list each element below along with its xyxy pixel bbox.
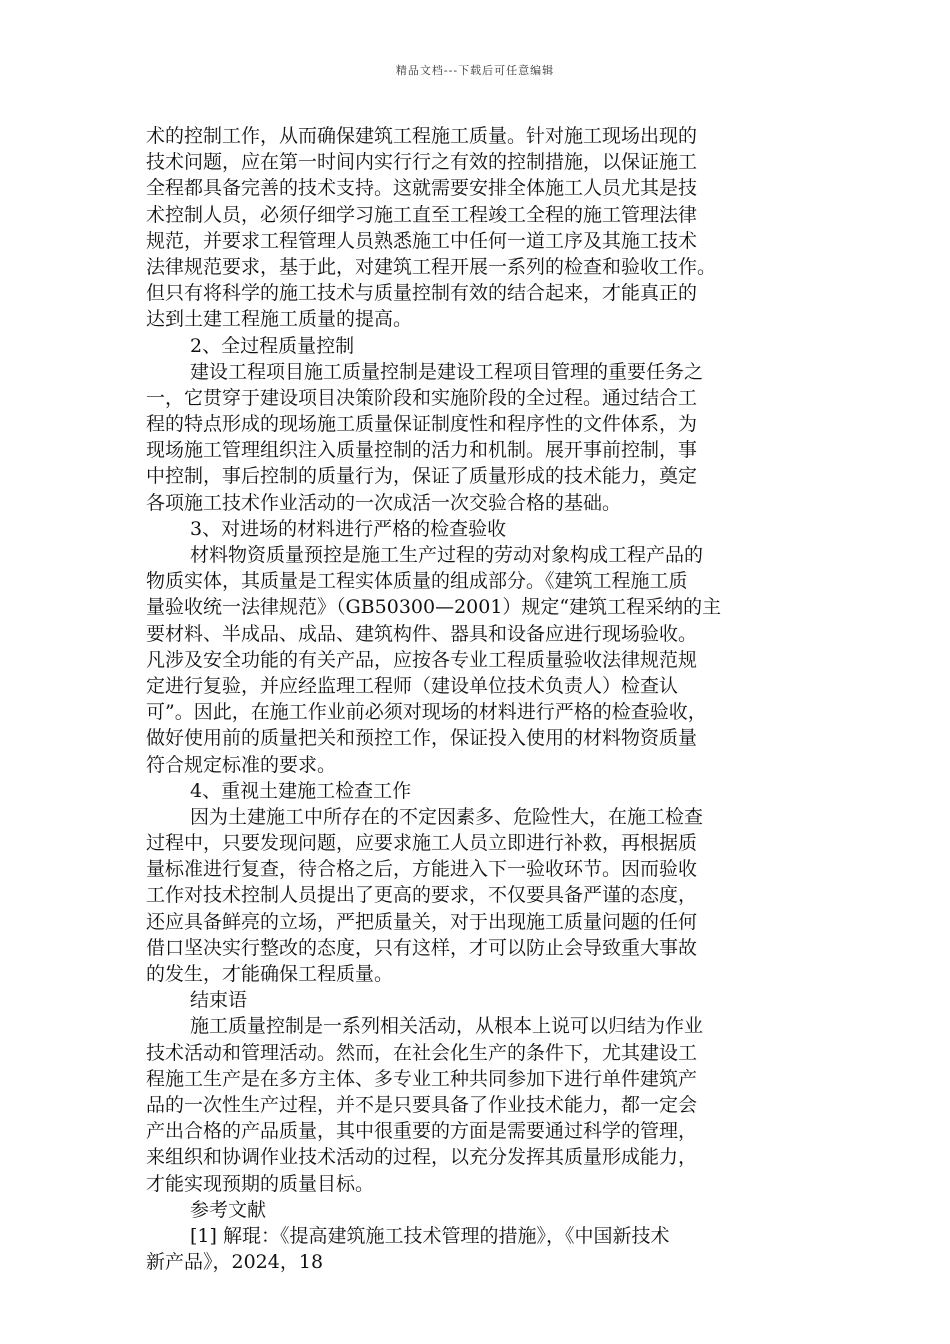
text-line: 程的特点形成的现场施工质量保证制度性和程序性的文件体系，为 — [146, 413, 698, 436]
text-line: 因为土建施工中所存在的不定因素多、危险性大，在施工检查 — [190, 805, 704, 828]
text-line: 达到土建工程施工质量的提高。 — [146, 308, 413, 331]
text-line: 一，它贯穿于建设项目决策阶段和实施阶段的全过程。通过结合工 — [146, 386, 698, 409]
text-line: 术控制人员，必须仔细学习施工直至工程竣工全程的施工管理法律 — [146, 203, 698, 226]
text-line: 但只有将科学的施工技术与质量控制有效的结合起来，才能真正的 — [146, 282, 698, 305]
text-line: 定进行复验，并应经监理工程师（建设单位技术负责人）检查认 — [146, 674, 679, 697]
text-line: 凡涉及安全功能的有关产品，应按各专业工程质量验收法律规范规 — [146, 648, 698, 671]
text-line: 法律规范要求，基于此，对建筑工程开展一系列的检查和验收工作。 — [146, 255, 717, 278]
text-line: 可”。因此，在施工作业前必须对现场的材料进行严格的检查验收， — [146, 701, 707, 724]
text-line: 中控制，事后控制的质量行为，保证了质量形成的技术能力，奠定 — [146, 465, 698, 488]
text-line: 术的控制工作，从而确保建筑工程施工质量。针对施工现场出现的 — [146, 125, 698, 147]
text-line: 的发生，才能确保工程质量。 — [146, 963, 394, 985]
text-line: 材料物资质量预控是施工生产过程的劳动对象构成工程产品的 — [190, 544, 704, 566]
text-line: 还应具备鲜亮的立场，严把质量关，对于出现施工质量问题的任何 — [146, 910, 698, 933]
text-line: 2、全过程质量控制 — [190, 334, 355, 357]
text-line: 施工质量控制是一系列相关活动，从根本上说可以归结为作业 — [190, 1015, 704, 1038]
text-line: 来组织和协调作业技术活动的过程，以充分发挥其质量形成能力， — [146, 1146, 698, 1169]
text-line: 做好使用前的质量把关和预控工作，保证投入使用的材料物资质量 — [146, 727, 698, 750]
text-line: 程施工生产是在多方主体、多专业工种共同参加下进行单件建筑产 — [146, 1067, 698, 1090]
text-line: 符合规定标准的要求。 — [146, 753, 337, 776]
text-line: 参考文献 — [190, 1198, 267, 1221]
text-line: 全程都具备完善的技术支持。这就需要安排全体施工人员尤其是技 — [146, 177, 698, 200]
text-line: 产出合格的产品质量，其中很重要的方面是需要通过科学的管理， — [146, 1120, 698, 1143]
text-line: 建设工程项目施工质量控制是建设工程项目管理的重要任务之 — [190, 360, 704, 383]
text-line: 品的一次性生产过程，并不是只要具备了作业技术能力，都一定会 — [146, 1093, 698, 1116]
text-line: 各项施工技术作业活动的一次成活一次交验合格的基础。 — [146, 491, 622, 514]
text-line: 过程中，只要发现问题，应要求施工人员立即进行补救，再根据质 — [146, 832, 698, 855]
text-line: 技术活动和管理活动。然而，在社会化生产的条件下，尤其建设工 — [146, 1041, 698, 1064]
text-line: 4、重视土建施工检查工作 — [190, 779, 412, 802]
text-line: 结束语 — [190, 989, 248, 1012]
text-line: 借口坚决实行整改的态度，只有这样，才可以防止会导致重大事故 — [146, 936, 698, 959]
page-header: 精品文档---下载后可任意编辑 — [395, 64, 555, 77]
document-body — [146, 123, 796, 1275]
text-line: 要材料、半成品、成品、建筑构件、器具和设备应进行现场验收。 — [146, 622, 698, 645]
text-line: 量标准进行复查，待合格之后，方能进入下一验收环节。因而验收 — [146, 858, 698, 881]
text-line: 技术问题，应在第一时间内实行行之有效的控制措施，以保证施工 — [146, 151, 698, 174]
text-line: 才能实现预期的质量目标。 — [146, 1172, 375, 1195]
text-line: 量验收统一法律规范》（GB50300—2001）规定“建筑工程采纳的主 — [146, 596, 722, 619]
text-line: 规范，并要求工程管理人员熟悉施工中任何一道工序及其施工技术 — [146, 229, 698, 252]
text-line: 工作对技术控制人员提出了更高的要求，不仅要具备严谨的态度， — [146, 884, 698, 907]
text-line: 新产品》，2024，18 — [146, 1251, 324, 1274]
text-line: 3、对进场的材料进行严格的检查验收 — [190, 517, 507, 540]
text-line: 现场施工管理组织注入质量控制的活力和机制。展开事前控制，事 — [146, 439, 698, 462]
text-line: 物质实体，其质量是工程实体质量的组成部分。《建筑工程施工质 — [146, 570, 688, 593]
text-line: [1] 解琨：《提高建筑施工技术管理的措施》，《中国新技术 — [190, 1224, 670, 1247]
